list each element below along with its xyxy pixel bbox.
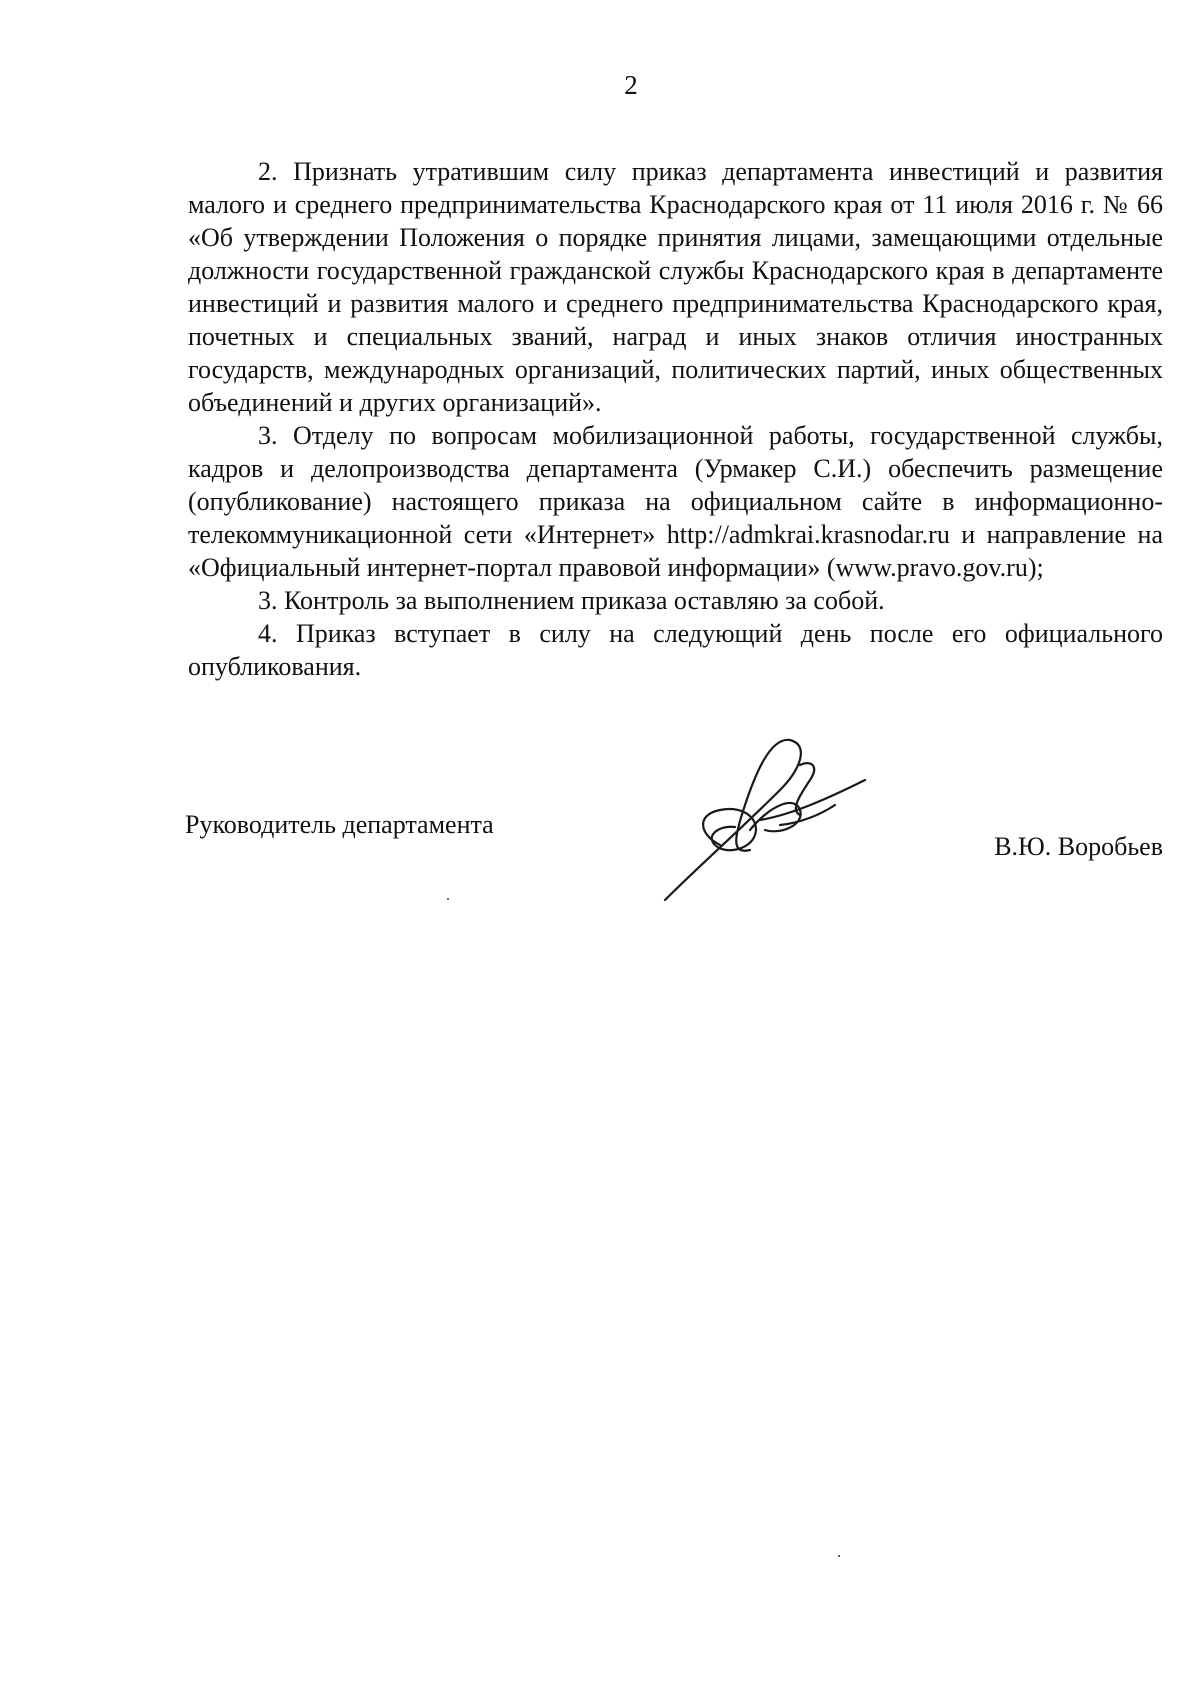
handwritten-signature	[660, 735, 890, 905]
document-body	[188, 155, 1163, 683]
scan-speck	[447, 898, 449, 900]
page-number: 2	[624, 70, 638, 100]
scan-speck	[838, 1555, 840, 1557]
signatory-name: В.Ю. Воробьев	[994, 832, 1163, 861]
signatory-title: Руководитель департамента	[185, 810, 494, 839]
paragraph-4: 4. Приказ вступает в силу на следующий день после его официального опубликования.	[188, 619, 1163, 681]
paragraph-3-control: 3. Контроль за выполнением приказа оставляю за собой.	[258, 586, 885, 615]
paragraph-2: 2. Признать утратившим силу приказ департамента инвестиций и развития малого и среднего предпринимательства Краснодарского края от 11 июля 2016 г. № 66 «Об утверждении Положения о порядке принятия лицами, замещающими отдельные должности государственной гражданской службы Краснодарского края в департаменте инвестиций и развития малого и среднего предпринимательства Краснодарского края, почетных и специальных званий, наград и иных знаков отличия иностранных государств, международных организаций, политических партий, иных общественных объединений и других организаций».	[188, 157, 1163, 417]
paragraph-3-publication: 3. Отделу по вопросам мобилизационной работы, государственной службы, кадров и делопроизводства департамента (Урмакер С.И.) обеспечить размещение (опубликование) настоящего приказа на официальном сайте в информационно-телекоммуникационной сети «Интернет» http://admkrai.krasnodar.ru и направление на «Официальный интернет-портал правовой информации» (www.pravo.gov.ru);	[188, 421, 1163, 582]
